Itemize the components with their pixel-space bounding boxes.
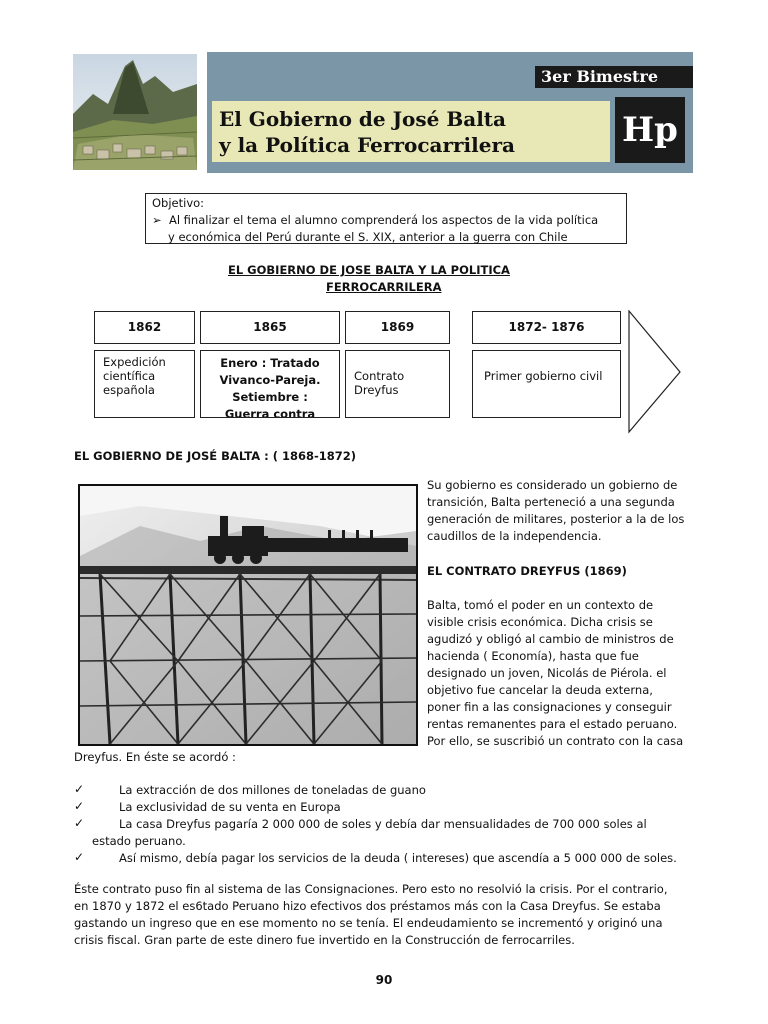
objective-text-1: Al finalizar el tema el alumno comprenderá los aspectos de la vida política xyxy=(168,213,599,227)
machu-picchu-photo xyxy=(73,54,197,170)
timeline-desc-line: Contrato xyxy=(354,369,405,383)
bullet-arrow-icon: ➢ xyxy=(152,213,162,227)
closing-line: gastando un ingreso que en ese momento no se tenía. El endeudamiento se incrementó y originó una xyxy=(74,916,663,930)
dreyfus-paragraph xyxy=(427,597,694,750)
agreement-item: Así mismo, debía pagar los servicios de la deuda ( intereses) que ascendía a 5 000 000 de soles. xyxy=(119,851,677,865)
agreement-item-continuation: estado peruano. xyxy=(92,834,186,848)
text-line: rentas remanentes para el estado peruano. xyxy=(427,717,678,731)
page-title-line1: El Gobierno de José Balta xyxy=(219,107,506,131)
dreyfus-heading: EL CONTRATO DREYFUS (1869) xyxy=(427,564,627,578)
checkmark-icon: ✓ xyxy=(74,782,85,796)
railway-bridge-photo xyxy=(78,484,418,746)
text-line: caudillos de la independencia. xyxy=(427,529,602,543)
timeline-year-box xyxy=(94,311,195,344)
agreement-item: La casa Dreyfus pagaría 2 000 000 de soles y debía dar mensualidades de 700 000 soles al xyxy=(119,817,647,831)
text-line: designado un joven, Nicolás de Piérola. el xyxy=(427,666,667,680)
timeline-desc-box xyxy=(345,350,450,418)
objective-text-2: y económica del Perú durante el S. XIX, anterior a la guerra con Chile xyxy=(168,230,568,244)
gobierno-paragraph xyxy=(427,477,694,545)
timeline-year: 1865 xyxy=(253,320,287,334)
closing-line: en 1870 y 1872 el es6tado Peruano hizo efectivos dos préstamos más con la Casa Dreyfus. Se estaba xyxy=(74,899,661,913)
objective-label: Objetivo: xyxy=(152,196,205,210)
text-line: Por ello, se suscribió un contrato con la casa xyxy=(427,734,684,748)
timeline-year-box xyxy=(345,311,450,344)
timeline-desc-line: española xyxy=(103,383,155,397)
text-line: hacienda ( Economía), hasta que fue xyxy=(427,649,639,663)
timeline-desc-line: Dreyfus xyxy=(354,383,399,397)
timeline-year: 1872- 1876 xyxy=(508,320,585,334)
closing-line: crisis fiscal. Gran parte de este dinero fue invertido en la Construcción de ferrocarriles. xyxy=(74,933,575,947)
section-title-1: EL GOBIERNO DE JOSE BALTA Y LA POLITICA xyxy=(228,263,510,277)
dreyfus-tail: Dreyfus. En éste se acordó : xyxy=(74,750,236,764)
text-line: visible crisis económica. Dicha crisis se xyxy=(427,615,653,629)
text-line: poner fin a las consignaciones y conseguir xyxy=(427,700,672,714)
checkmark-icon: ✓ xyxy=(74,799,85,813)
checkmark-icon: ✓ xyxy=(74,816,85,830)
timeline-year-box xyxy=(200,311,340,344)
text-line: agudizó y obligó al cambio de ministros de xyxy=(427,632,674,646)
text-line: Su gobierno es considerado un gobierno de xyxy=(427,478,678,492)
timeline-desc-line: Vivanco-Pareja. xyxy=(219,373,321,387)
agreement-item: La exclusividad de su venta en Europa xyxy=(119,800,341,814)
objective-box xyxy=(145,193,627,244)
timeline-year: 1869 xyxy=(380,320,415,334)
timeline-year-box xyxy=(472,311,621,344)
text-line: objetivo fue cancelar la deuda externa, xyxy=(427,683,653,697)
section-title-2: FERROCARRILERA xyxy=(326,280,442,294)
bimestre-label: 3er Bimestre xyxy=(535,66,693,88)
timeline-desc-line: Guerra contra xyxy=(224,407,316,418)
closing-line: Éste contrato puso fin al sistema de las Consignaciones. Pero esto no resolvió la crisis. Por el contrario, xyxy=(74,882,668,896)
gobierno-heading: EL GOBIERNO DE JOSÉ BALTA : ( 1868-1872) xyxy=(74,449,357,463)
timeline-desc-line: Setiembre : xyxy=(232,390,308,404)
hp-badge: Hp xyxy=(615,97,685,163)
timeline-desc-box xyxy=(472,350,621,418)
text-line: generación de militares, posterior a la de los xyxy=(427,512,685,526)
timeline-arrow-icon xyxy=(628,310,682,438)
timeline-desc-box xyxy=(94,350,195,418)
agreement-item: La extracción de dos millones de toneladas de guano xyxy=(119,783,426,797)
page-title-line2: y la Política Ferrocarrilera xyxy=(219,133,515,157)
text-line: transición, Balta perteneció a una segunda xyxy=(427,495,675,509)
checkmark-icon: ✓ xyxy=(74,850,85,864)
timeline-desc-line: Enero : Tratado xyxy=(220,356,320,370)
timeline-desc-line: científica xyxy=(103,369,156,383)
timeline-desc-line: Expedición xyxy=(103,355,166,369)
text-line: Balta, tomó el poder en un contexto de xyxy=(427,598,654,612)
timeline-desc-box xyxy=(200,350,340,418)
timeline-desc-line: Primer gobierno civil xyxy=(484,369,603,383)
page-number: 90 xyxy=(375,973,393,987)
timeline-year: 1862 xyxy=(127,320,162,334)
